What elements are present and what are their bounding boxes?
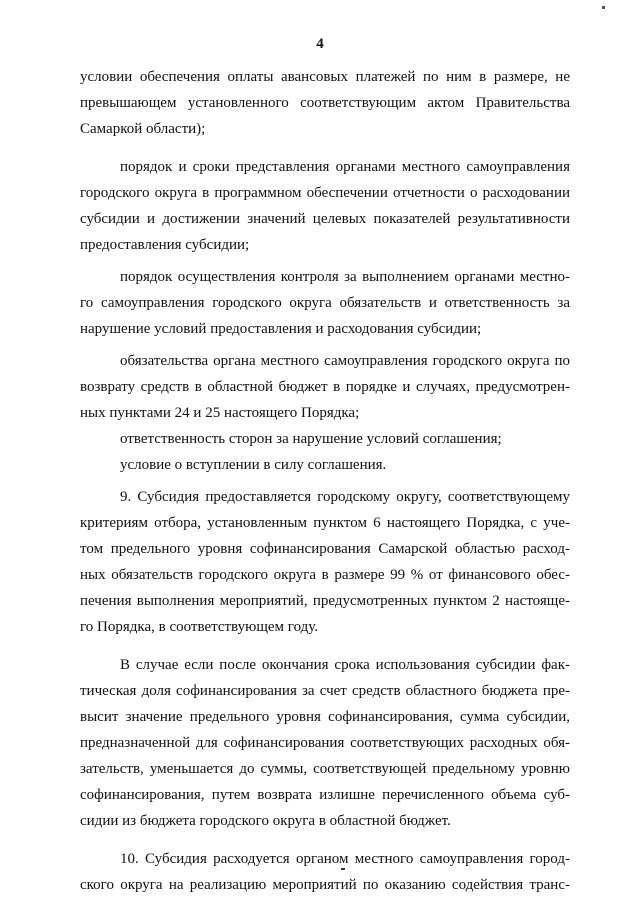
text-line: сидии из бюджета городского округа в областной бюджет. xyxy=(80,813,451,829)
text-line: тическая доля софинансирования за счет средств областного бюджета пре- xyxy=(80,683,570,699)
text-line: зательств, уменьшается до суммы, соответствующей предельному уровню xyxy=(80,761,570,777)
text-line: В случае если после окончания срока использования субсидии фак- xyxy=(120,657,570,673)
text-line: ных пунктами 24 и 25 настоящего Порядка; xyxy=(80,405,360,421)
text-line: ского округа на реализацию мероприятий по оказанию содействия транс- xyxy=(80,877,570,893)
page-number: 4 xyxy=(316,36,324,52)
text-line: том предельного уровня софинансирования Самарской областью расход- xyxy=(80,541,570,557)
text-line: го Порядка, в соответствующем году. xyxy=(80,619,319,635)
scan-speck xyxy=(341,868,345,870)
text-line: ных обязательств городского округа в размере 99 % от финансового обес- xyxy=(80,567,570,583)
document-body xyxy=(80,64,570,898)
text-line: городского округа в программном обеспечении отчетности о расходовании xyxy=(80,185,570,201)
text-line: превышающем установленного соответствующим актом Правительства xyxy=(80,95,570,111)
text-line: обязательства органа местного самоуправления городского округа по xyxy=(120,353,570,369)
text-line: софинансирования, путем возврата излишне перечисленного объема суб- xyxy=(80,787,570,803)
text-line: нарушение условий предоставления и расходования субсидии; xyxy=(80,321,482,337)
text-line: предназначенной для софинансирования соответствующих расходных обя- xyxy=(80,735,570,751)
text-line: порядок осуществления контроля за выполнением органами местно- xyxy=(120,269,570,285)
text-line: критериям отбора, установленным пунктом 6 настоящего Порядка, с уче- xyxy=(80,515,570,531)
text-line: условие о вступлении в силу соглашения. xyxy=(120,457,387,473)
text-line: высит значение предельного уровня софинансирования, сумма субсидии, xyxy=(80,709,570,725)
scan-speck xyxy=(602,6,605,9)
text-line: субсидии и достижении значений целевых показателей результативности xyxy=(80,211,570,227)
text-line: ответственность сторон за нарушение условий соглашения; xyxy=(120,431,502,447)
text-line: возврату средств в областной бюджет в порядке и случаях, предусмотрен- xyxy=(80,379,570,395)
text-line: 10. Субсидия расходуется органом местного самоуправления город- xyxy=(120,851,570,867)
text-line: 9. Субсидия предоставляется городскому округу, соответствующему xyxy=(120,489,570,505)
text-line: предоставления субсидии; xyxy=(80,237,250,253)
text-line: порядок и сроки представления органами местного самоуправления xyxy=(120,159,570,175)
text-line: Самаркой области); xyxy=(80,121,206,137)
text-line: го самоуправления городского округа обязательств и ответственность за xyxy=(80,295,570,311)
text-line: условии обеспечения оплаты авансовых платежей по ним в размере, не xyxy=(80,69,570,85)
text-line: печения выполнения мероприятий, предусмотренных пунктом 2 настояще- xyxy=(80,593,570,609)
